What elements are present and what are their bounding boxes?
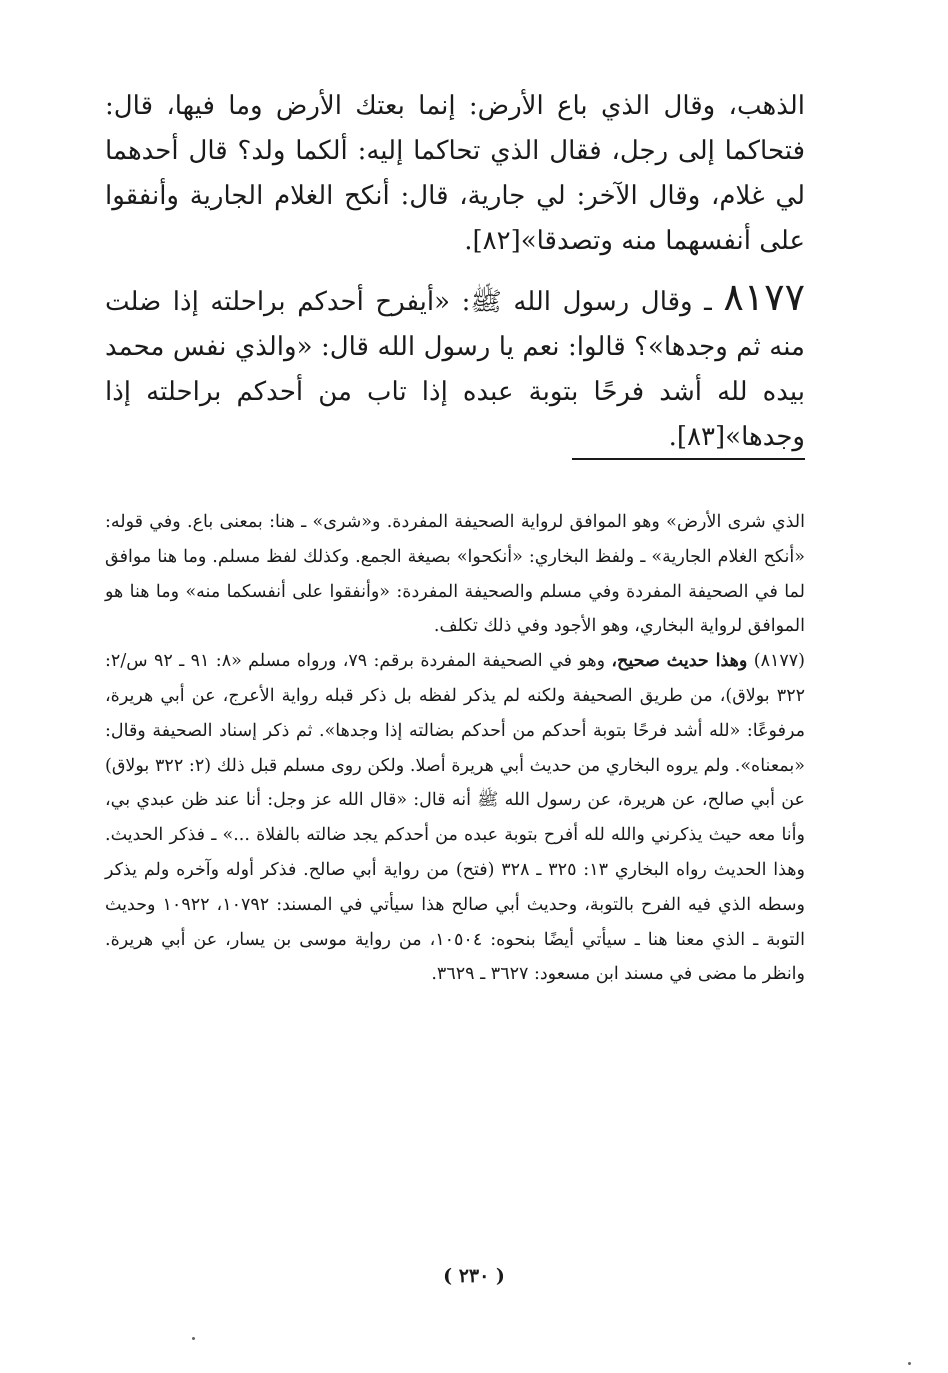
hadith-dash: ـ — [692, 287, 724, 317]
scan-speck — [908, 1362, 911, 1365]
page-number: ( ٢٣٠ ) — [443, 1265, 505, 1287]
footnotes — [105, 505, 805, 992]
footnote-8177 — [105, 644, 805, 992]
hadith-number: ٨١٧٧ — [723, 275, 805, 319]
main-text — [105, 84, 805, 460]
hadith-8177-paragraph — [105, 275, 805, 460]
hadith-text: وقال رسول الله ﷺ: «أيفرح أحدكم براحلته إذا ضلت منه ثم وجدها»؟ قالوا: نعم يا رسول الله قال: «والذي نفس محمد بيده لله أشد فرحًا بتوبة عبده إذا تاب من أحدكم براحلته إذا وجدها»[٨٣]. — [105, 287, 805, 452]
footnote-8177-heading: وهذا حديث صحيح، — [611, 651, 748, 672]
footnote-divider — [572, 458, 805, 460]
footnote-82-continued: الذي شرى الأرض» وهو الموافق لرواية الصحيفة المفردة. و«شرى» ـ هنا: بمعنى باع. وفي قوله: «أنكح الغلام الجارية» ـ ولفظ البخاري: «أنكحوا» بصيغة الجمع. وكذلك لفظ مسلم. وما هنا موافق لما في الصحيفة المفردة وفي مسلم والصحيفة المفردة: «وأنفقوا على أنفسكما منه» وما هنا هو الموافق لرواية البخاري، وهو الأجود وفي ذلك تكلف. — [105, 512, 805, 637]
footnote-8177-number: (٨١٧٧) — [747, 651, 805, 672]
scan-speck — [192, 1337, 195, 1340]
footnote-8177-body: وهو في الصحيفة المفردة برقم: ٧٩، ورواه مسلم «٨: ٩١ ـ ٩٢ س/٢: ٣٢٢ بولاق)، من طريق الصحيفة ولكنه لم يذكر لفظه بل ذكر قبله رواية الأعرج، عن أبي هريرة، مرفوعًا: «لله أشد فرحًا بتوبة أحدكم من أحدكم بضالته إذا وجدها». ثم ذكر إسناد الصحيفة وقال: «بمعناه». ولم يروه البخاري من حديث أبي هريرة أصلا. ولكن روى مسلم قبل ذلك (٢: ٣٢٢ بولاق) عن أبي صالح، عن هريرة، عن رسول الله ﷺ أنه قال: «قال الله عز وجل: أنا عند ظن عبدي بي، وأنا معه حيث يذكرني والله لله أفرح بتوبة عبده من أحدكم يجد ضالته بالفلاة ...» ـ فذكر الحديث. وهذا الحديث رواه البخاري ١٣: ٣٢٥ ـ ٣٢٨ (فتح) من رواية أبي صالح. فذكر أوله وآخره ولم يذكر وسطه الذي فيه الفرح بالتوبة، وحديث أبي صالح هذا سيأتي في المسند: ١٠٧٩٢، ١٠٩٢٢ وحديث التوبة ـ الذي معنا هنا ـ سيأتي أيضًا بنحوه: ١٠٥٠٤، من رواية موسى بن يسار، عن أبي هريرة. وانظر ما مضى في مسند ابن مسعود: ٣٦٢٧ ـ ٣٦٢٩. — [105, 651, 805, 985]
main-paragraph-1: الذهب، وقال الذي باع الأرض: إنما بعتك الأرض وما فيها، قال: فتحاكما إلى رجل، فقال الذي تحاكما إليه: ألكما ولد؟ قال أحدهما لي غلام، وقال الآخر: لي جارية، قال: أنكح الغلام الجارية وأنفقوا على أنفسهما منه وتصدقا»[٨٢]. — [105, 91, 805, 256]
